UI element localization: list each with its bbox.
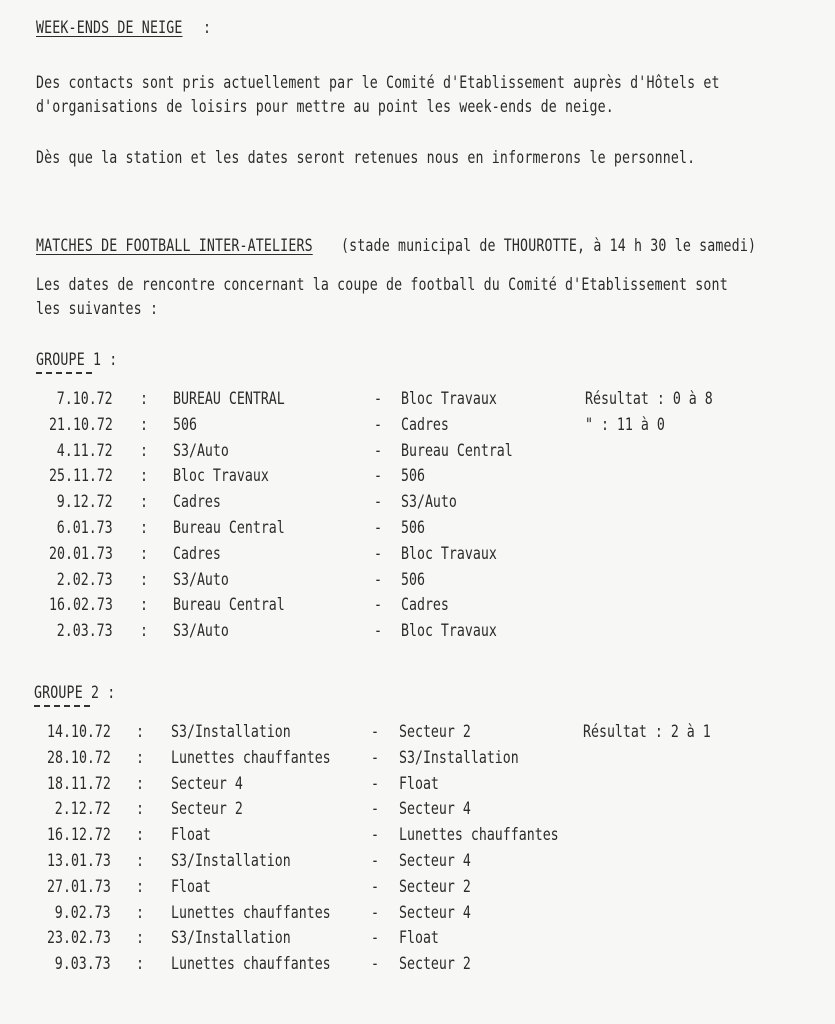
match-dash: - [374, 440, 382, 461]
match-row [0, 954, 835, 980]
snow-paragraph-line-1: Des contacts sont pris actuellement par le Comité d'Etablissement auprès d'Hôtels et [36, 73, 720, 93]
match-away-team: 506 [401, 466, 425, 487]
match-separator: : [136, 773, 144, 794]
match-row [0, 518, 835, 544]
match-dash: - [371, 851, 379, 871]
match-away-team: Cadres [401, 414, 449, 435]
match-date: 9.03.73 [55, 954, 111, 975]
match-row [0, 825, 835, 851]
match-dash: - [374, 414, 382, 435]
match-away-team: Lunettes chauffantes [399, 825, 559, 846]
match-row [0, 570, 835, 596]
match-home-team: S3/Installation [171, 722, 291, 742]
match-dash: - [374, 569, 382, 590]
football-subtitle: (stade municipal de THOUROTTE, à 14 h 30 le samedi) [341, 236, 757, 256]
match-date: 6.01.73 [57, 518, 113, 538]
match-dash: - [371, 747, 379, 768]
match-separator: : [136, 954, 144, 975]
match-away-team: Secteur 4 [399, 851, 471, 871]
match-date: 25.11.72 [49, 466, 113, 487]
snow-paragraph-line-2: d'organisations de loisirs pour mettre au point les week-ends de neige. [36, 97, 614, 117]
match-separator: : [136, 851, 144, 871]
match-separator: : [140, 621, 148, 642]
match-row [0, 799, 835, 825]
match-row [0, 877, 835, 903]
match-away-team: Secteur 2 [399, 722, 471, 742]
match-home-team: BUREAU CENTRAL [173, 389, 285, 409]
match-dash: - [374, 621, 382, 642]
match-separator: : [140, 389, 148, 409]
snow-paragraph-2: Dès que la station et les dates seront retenues nous en informerons le personnel. [36, 148, 696, 168]
match-row [0, 389, 835, 415]
match-dash: - [374, 595, 382, 616]
match-separator: : [140, 466, 148, 487]
match-away-team: Cadres [401, 595, 449, 616]
match-away-team: Bloc Travaux [401, 543, 497, 564]
match-separator: : [140, 543, 148, 564]
match-home-team: Lunettes chauffantes [171, 747, 331, 768]
match-home-team: S3/Auto [173, 440, 229, 461]
match-date: 2.12.72 [55, 799, 111, 820]
match-away-team: Secteur 2 [399, 876, 471, 897]
match-result: Résultat : 0 à 8 [585, 389, 713, 409]
match-away-team: Secteur 2 [399, 954, 471, 975]
match-date: 4.11.72 [57, 440, 113, 461]
match-away-team: 506 [401, 518, 425, 538]
group-1-underline [36, 372, 92, 374]
match-row [0, 851, 835, 877]
match-date: 16.12.72 [47, 825, 111, 846]
match-separator: : [136, 876, 144, 897]
match-dash: - [371, 799, 379, 820]
match-date: 16.02.73 [49, 595, 113, 616]
match-date: 18.11.72 [47, 773, 111, 794]
match-home-team: Float [171, 825, 211, 846]
match-home-team: 506 [173, 414, 197, 435]
match-date: 27.01.73 [47, 876, 111, 897]
match-home-team: Cadres [173, 492, 221, 513]
match-result: " : 11 à 0 [585, 414, 665, 435]
match-home-team: S3/Installation [171, 851, 291, 871]
match-home-team: Bureau Central [173, 595, 285, 616]
football-title: MATCHES DE FOOTBALL INTER-ATELIERS [36, 236, 313, 256]
match-dash: - [371, 825, 379, 846]
match-row [0, 928, 835, 954]
match-separator: : [140, 440, 148, 461]
match-dash: - [374, 518, 382, 538]
group-2-title: GROUPE 2 : [34, 683, 116, 703]
football-intro-line-2: les suivantes : [36, 299, 159, 319]
match-date: 13.01.73 [47, 851, 111, 871]
match-home-team: Lunettes chauffantes [171, 954, 331, 975]
group-1-title: GROUPE 1 : [36, 350, 118, 370]
match-away-team: Float [399, 928, 439, 949]
match-away-team: Bloc Travaux [401, 389, 497, 409]
match-home-team: Float [171, 876, 211, 897]
match-dash: - [371, 722, 379, 742]
match-date: 7.10.72 [57, 389, 113, 409]
match-dash: - [374, 389, 382, 409]
match-separator: : [136, 825, 144, 846]
match-row [0, 492, 835, 518]
match-away-team: 506 [401, 569, 425, 590]
match-row [0, 544, 835, 570]
match-date: 9.02.73 [55, 902, 111, 923]
match-row [0, 415, 835, 441]
match-separator: : [140, 492, 148, 513]
match-separator: : [136, 902, 144, 923]
match-row [0, 595, 835, 621]
match-row [0, 748, 835, 774]
match-separator: : [136, 928, 144, 949]
match-separator: : [136, 747, 144, 768]
match-dash: - [374, 492, 382, 513]
match-date: 23.02.73 [47, 928, 111, 949]
match-date: 9.12.72 [57, 492, 113, 513]
match-row [0, 621, 835, 647]
match-date: 2.03.73 [57, 621, 113, 642]
match-home-team: Secteur 2 [171, 799, 243, 820]
match-separator: : [140, 595, 148, 616]
match-row [0, 722, 835, 748]
snow-title-colon: : [203, 18, 212, 38]
match-dash: - [371, 928, 379, 949]
group-2-underline [34, 705, 90, 707]
match-result: Résultat : 2 à 1 [583, 722, 711, 742]
match-date: 14.10.72 [47, 722, 111, 742]
match-dash: - [371, 902, 379, 923]
match-row [0, 774, 835, 800]
match-home-team: Bureau Central [173, 518, 285, 538]
match-home-team: Bloc Travaux [173, 466, 269, 487]
match-away-team: Bureau Central [401, 440, 513, 461]
match-row [0, 466, 835, 492]
match-away-team: S3/Installation [399, 747, 519, 768]
match-dash: - [371, 954, 379, 975]
match-separator: : [140, 518, 148, 538]
match-away-team: S3/Auto [401, 492, 457, 513]
football-intro-line-1: Les dates de rencontre concernant la coupe de football du Comité d'Etablissement sont [36, 275, 728, 295]
snow-title: WEEK-ENDS DE NEIGE [36, 18, 183, 38]
match-separator: : [136, 799, 144, 820]
match-home-team: S3/Auto [173, 569, 229, 590]
match-date: 21.10.72 [49, 414, 113, 435]
match-separator: : [136, 722, 144, 742]
match-away-team: Bloc Travaux [401, 621, 497, 642]
match-away-team: Float [399, 773, 439, 794]
match-dash: - [371, 876, 379, 897]
match-away-team: Secteur 4 [399, 799, 471, 820]
match-row [0, 903, 835, 929]
match-row [0, 441, 835, 467]
match-home-team: Secteur 4 [171, 773, 243, 794]
match-away-team: Secteur 4 [399, 902, 471, 923]
match-home-team: S3/Installation [171, 928, 291, 949]
match-date: 28.10.72 [47, 747, 111, 768]
match-date: 20.01.73 [49, 543, 113, 564]
match-home-team: Cadres [173, 543, 221, 564]
match-separator: : [140, 569, 148, 590]
match-date: 2.02.73 [57, 569, 113, 590]
match-home-team: Lunettes chauffantes [171, 902, 331, 923]
match-home-team: S3/Auto [173, 621, 229, 642]
match-separator: : [140, 414, 148, 435]
match-dash: - [371, 773, 379, 794]
match-dash: - [374, 543, 382, 564]
match-dash: - [374, 466, 382, 487]
